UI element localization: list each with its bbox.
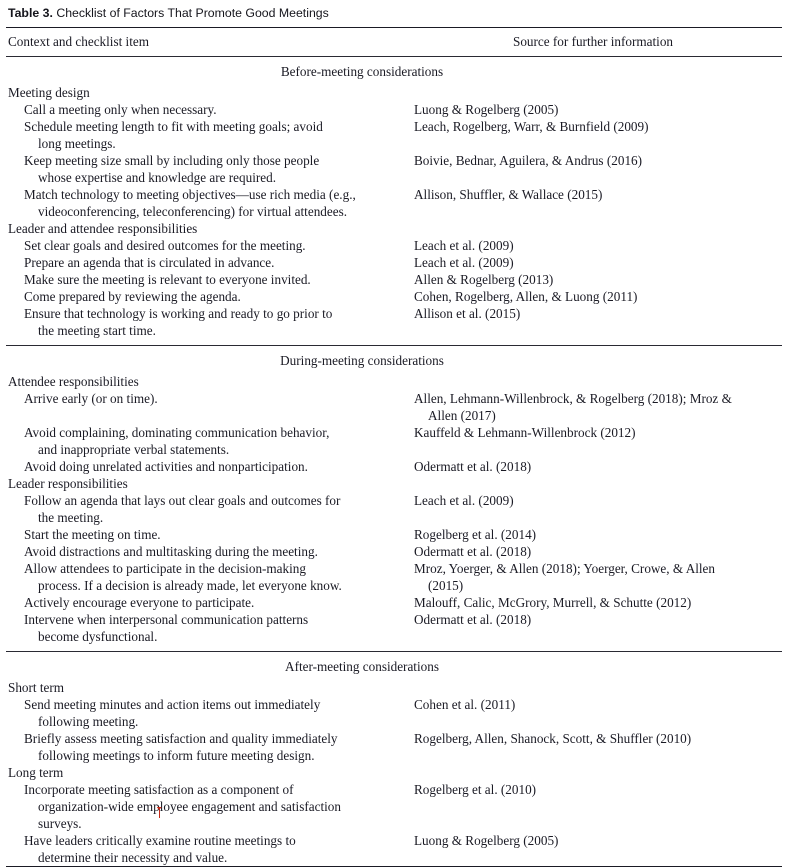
checklist-item-line: Incorporate meeting satisfaction as a component of — [24, 782, 294, 797]
group-heading: Meeting design — [8, 85, 90, 100]
column-header-right: Source for further information — [512, 34, 674, 49]
checklist-item-text — [6, 271, 410, 288]
checklist-item-line: Follow an agenda that lays out clear goals and outcomes for — [24, 493, 341, 508]
source-citation-line: Boivie, Bednar, Aguilera, & Andrus (2016) — [414, 153, 643, 168]
source-citation-line: Odermatt et al. (2018) — [414, 544, 532, 559]
checklist-item-continuation: and inappropriate verbal statements. — [38, 442, 230, 457]
source-citation — [410, 594, 782, 611]
table-column-headers — [6, 28, 782, 56]
checklist-item-continuation: following meeting. — [38, 714, 139, 729]
source-citation-line: Odermatt et al. (2018) — [414, 612, 532, 627]
checklist-item-line: Ensure that technology is working and ready to go prior to — [24, 306, 333, 321]
group-heading: Short term — [8, 680, 65, 695]
source-citation-line: Cohen et al. (2011) — [414, 697, 516, 712]
checklist-item-continuation: become dysfunctional. — [38, 629, 158, 644]
group-heading: Leader and attendee responsibilities — [8, 221, 198, 236]
source-citation-line: Cohen, Rogelberg, Allen, & Luong (2011) — [414, 289, 638, 304]
checklist-item-text — [6, 237, 410, 254]
checklist-item-continuation: the meeting start time. — [38, 323, 156, 338]
source-citation-line: Leach et al. (2009) — [414, 238, 514, 253]
source-citation — [410, 271, 782, 288]
checklist-item-text — [6, 118, 410, 152]
source-citation — [410, 237, 782, 254]
checklist-item-line: Make sure the meeting is relevant to everyone invited. — [24, 272, 311, 287]
group-heading: Attendee responsibilities — [8, 374, 139, 389]
checklist-row — [6, 118, 782, 152]
checklist-item-continuation: whose expertise and knowledge are required. — [38, 170, 277, 185]
checklist-item-continuation: following meetings to inform future meeting design. — [38, 748, 315, 763]
source-citation-line: Odermatt et al. (2018) — [414, 459, 532, 474]
source-citation — [410, 696, 782, 713]
checklist-item-line: Avoid distractions and multitasking during the meeting. — [24, 544, 318, 559]
source-citation — [410, 390, 782, 424]
source-citation-line: Leach et al. (2009) — [414, 493, 514, 508]
source-citation — [410, 101, 782, 118]
checklist-item-text — [6, 186, 410, 220]
checklist-row — [6, 543, 782, 560]
source-citation — [410, 492, 782, 509]
source-citation — [410, 560, 782, 594]
checklist-item-text — [6, 424, 410, 458]
checklist-item-text — [6, 492, 410, 526]
checklist-item-line: Match technology to meeting objectives—use rich media (e.g., — [24, 187, 356, 202]
source-citation-line: Leach, Rogelberg, Warr, & Burnfield (2009) — [414, 119, 649, 134]
checklist-item-text — [6, 458, 410, 475]
table-body — [6, 57, 782, 866]
checklist-item-text — [6, 526, 410, 543]
source-citation — [410, 288, 782, 305]
checklist-item-line: Start the meeting on time. — [24, 527, 161, 542]
checklist-row — [6, 526, 782, 543]
source-citation — [410, 186, 782, 203]
source-citation-line: Mroz, Yoerger, & Allen (2018); Yoerger, Crowe, & Allen — [414, 561, 716, 576]
group-heading: Long term — [8, 765, 64, 780]
source-citation — [410, 152, 782, 169]
checklist-row — [6, 594, 782, 611]
checklist-item-line: Send meeting minutes and action items out immediately — [24, 697, 321, 712]
section-banner: During-meeting considerations — [280, 353, 444, 368]
source-citation-line: Rogelberg et al. (2010) — [414, 782, 537, 797]
checklist-item-text — [6, 781, 410, 832]
checklist-item-text — [6, 730, 410, 764]
checklist-item-text — [6, 101, 410, 118]
group-heading: Leader responsibilities — [8, 476, 128, 491]
checklist-item-line: Call a meeting only when necessary. — [24, 102, 217, 117]
source-citation-line: Kauffeld & Lehmann-Willenbrock (2012) — [414, 425, 636, 440]
source-citation — [410, 254, 782, 271]
checklist-item-continuation: process. If a decision is already made, let everyone know. — [38, 578, 342, 593]
checklist-item-line: Avoid doing unrelated activities and nonparticipation. — [24, 459, 308, 474]
checklist-item-text — [6, 305, 410, 339]
checklist-row — [6, 288, 782, 305]
checklist-item-text — [6, 254, 410, 271]
section-banner: After-meeting considerations — [285, 659, 439, 674]
checklist-item-continuation: organization-wide employee engagement and satisfaction — [38, 799, 341, 814]
checklist-row — [6, 305, 782, 339]
source-citation-line: Leach et al. (2009) — [414, 255, 514, 270]
table-caption-label: Table 3. — [8, 6, 53, 20]
checklist-item-line: Prepare an agenda that is circulated in advance. — [24, 255, 275, 270]
checklist-row — [6, 152, 782, 186]
checklist-item-text — [6, 594, 410, 611]
source-citation-line: Rogelberg, Allen, Shanock, Scott, & Shuffler (2010) — [414, 731, 692, 746]
source-citation-line: Allison et al. (2015) — [414, 306, 521, 321]
source-citation-line: Malouff, Calic, McGrory, Murrell, & Schutte (2012) — [414, 595, 692, 610]
source-citation — [410, 305, 782, 322]
checklist-item-line: Intervene when interpersonal communication patterns — [24, 612, 309, 627]
checklist-item-line: Set clear goals and desired outcomes for the meeting. — [24, 238, 306, 253]
checklist-item-text — [6, 390, 410, 407]
checklist-item-continuation: surveys. — [38, 816, 82, 831]
source-citation-line: Allen & Rogelberg (2013) — [414, 272, 554, 287]
checklist-row — [6, 560, 782, 594]
checklist-item-line: Avoid complaining, dominating communication behavior, — [24, 425, 330, 440]
checklist-row — [6, 237, 782, 254]
checklist-item-continuation: determine their necessity and value. — [38, 850, 228, 865]
checklist-item-line: Arrive early (or on time). — [24, 391, 158, 406]
checklist-item-text — [6, 696, 410, 730]
checklist-item-line: Keep meeting size small by including only those people — [24, 153, 320, 168]
checklist-item-text — [6, 288, 410, 305]
checklist-item-continuation: videoconferencing, teleconferencing) for virtual attendees. — [38, 204, 348, 219]
source-citation — [410, 611, 782, 628]
source-citation — [410, 781, 782, 798]
checklist-item-line: Schedule meeting length to fit with meeting goals; avoid — [24, 119, 323, 134]
checklist-row — [6, 611, 782, 645]
checklist-item-text — [6, 152, 410, 186]
checklist-item-text — [6, 560, 410, 594]
source-citation — [410, 543, 782, 560]
source-citation — [410, 730, 782, 747]
table-caption-text: Checklist of Factors That Promote Good Meetings — [56, 6, 329, 20]
checklist-row — [6, 781, 782, 832]
source-citation — [410, 424, 782, 441]
checklist-item-text — [6, 611, 410, 645]
checklist-row — [6, 271, 782, 288]
source-citation — [410, 526, 782, 543]
source-citation-line: Luong & Rogelberg (2005) — [414, 102, 559, 117]
checklist-row — [6, 492, 782, 526]
source-citation-line: Rogelberg et al. (2014) — [414, 527, 537, 542]
source-citation-continuation: (2015) — [428, 578, 464, 593]
source-citation — [410, 458, 782, 475]
checklist-row — [6, 101, 782, 118]
checklist-item-line: Have leaders critically examine routine meetings to — [24, 833, 296, 848]
checklist-item-continuation: long meetings. — [38, 136, 116, 151]
checklist-item-line: Actively encourage everyone to participate. — [24, 595, 255, 610]
source-citation — [410, 118, 782, 135]
checklist-row — [6, 458, 782, 475]
source-citation-line: Luong & Rogelberg (2005) — [414, 833, 559, 848]
source-citation-line: Allen, Lehmann-Willenbrock, & Rogelberg (2018); Mroz & — [414, 391, 732, 406]
checklist-item-text — [6, 543, 410, 560]
checklist-item-continuation: the meeting. — [38, 510, 104, 525]
table-caption — [6, 0, 782, 27]
checklist-item-line: Allow attendees to participate in the decision-making — [24, 561, 306, 576]
source-citation-line: Allison, Shuffler, & Wallace (2015) — [414, 187, 603, 202]
checklist-row — [6, 390, 782, 424]
checklist-item-line: Come prepared by reviewing the agenda. — [24, 289, 241, 304]
column-header-left: Context and checklist item — [8, 34, 149, 49]
checklist-row — [6, 254, 782, 271]
checklist-row — [6, 424, 782, 458]
source-citation — [410, 832, 782, 849]
checklist-row — [6, 186, 782, 220]
checklist-row — [6, 730, 782, 764]
section-banner: Before-meeting considerations — [280, 64, 444, 79]
checklist-item-line: Briefly assess meeting satisfaction and quality immediately — [24, 731, 338, 746]
checklist-row — [6, 696, 782, 730]
source-citation-continuation: Allen (2017) — [428, 408, 496, 423]
